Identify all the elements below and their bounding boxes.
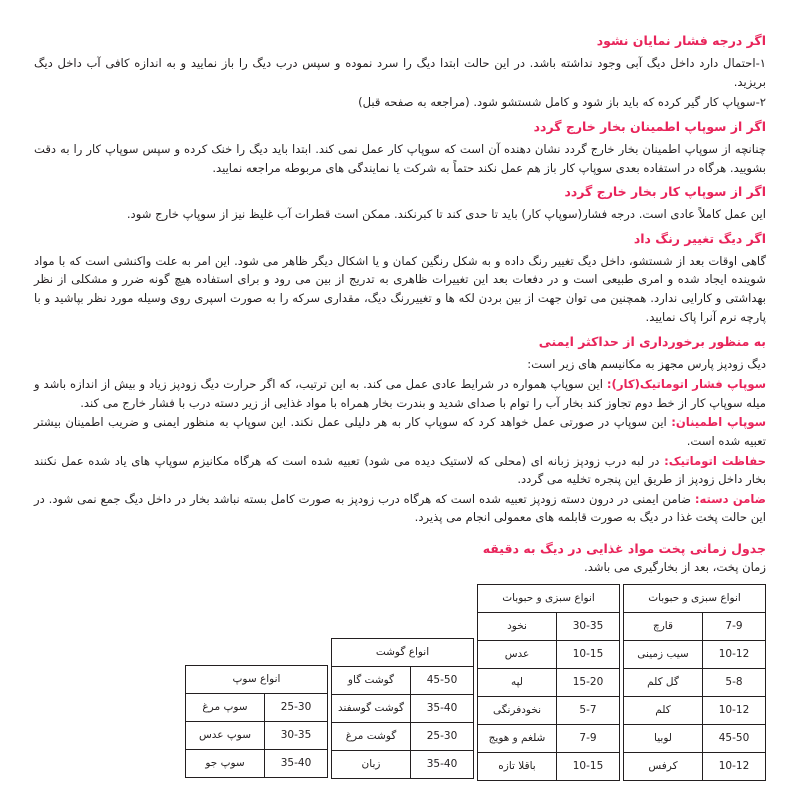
cell-time: 7-9	[557, 724, 620, 752]
table-header-row	[332, 638, 474, 666]
table-row	[624, 752, 766, 780]
table-header: انواع سبزی و حبوبات	[478, 584, 620, 612]
table-row	[332, 722, 474, 750]
safety-item-text: این سوپاپ همواره در شرایط عادی عمل می کند. به این ترتیب، که اگر حرارت دیگ زودپز زیاد و بیش از اندازه باشد و میله سوپاپ کار از خط دوم تجاوز کند بخار آب را توام با صدای شدید و بندرت بخار همراه با مواد غذایی از زیر دسته درب با فشار خارج می کند.	[34, 377, 766, 410]
cell-name: سوپ عدس	[186, 721, 265, 749]
cell-time: 45-50	[703, 724, 766, 752]
section-valve-steam-normal	[34, 183, 766, 224]
section-paragraph: ۲-سوپاپ کار گیر کرده که باید باز شود و کامل شستشو شود. (مراجعه به صفحه قبل)	[358, 95, 766, 110]
cell-name: لپه	[478, 668, 557, 696]
table-row	[478, 668, 620, 696]
section-max-safety	[34, 333, 766, 527]
table-row	[624, 696, 766, 724]
cell-name: گل کلم	[624, 668, 703, 696]
tables-title: جدول زمانی پخت مواد غذایی در دیگ به دقیقه	[482, 540, 766, 556]
cell-name: لوبیا	[624, 724, 703, 752]
section-paragraph: دیگ زودپز پارس مجهز به مکانیسم های زیر است:	[527, 356, 766, 371]
safety-item-lead: حفاظت اتوماتیک:	[664, 453, 767, 468]
cell-name: قارچ	[624, 612, 703, 640]
table-row	[478, 640, 620, 668]
section-paragraph: ۱-احتمال دارد داخل دیگ آبی وجود نداشته باشد. در این حالت ابتدا دیگ را سرد نموده و سپس درب دیگ را باز نمایید و به اندازه کافی آب داخل دیگ بریزید.	[34, 55, 766, 89]
cell-time: 30-35	[557, 612, 620, 640]
safety-item-lead: ضامن دسته:	[694, 491, 766, 506]
section-heading: اگر دیگ تغییر رنگ داد	[633, 230, 766, 246]
table-row	[478, 696, 620, 724]
safety-item-text: این سوپاپ در صورتی عمل خواهد کرد که سوپاپ کار به هر دلیلی عمل نکند. این سوپاپ به منظور ایمنی و ضریب اطمینان بیشتر تعبیه شده است.	[34, 415, 766, 448]
cell-time: 5-8	[703, 668, 766, 696]
section-paragraph: چنانچه از سوپاپ اطمینان بخار خارج گردد نشان دهنده آن است که سوپاپ کار عمل نمی کند. ابتدا باید دیگ را خنک کرده و سپس سوپاپ کار را به دقت بشویید. هرگاه در استفاده بعدی سوپاپ کار باز هم عمل نکند حتماً به شرکت یا نمایندگی های مربوطه مراجعه نمایید.	[34, 141, 766, 175]
cell-time: 25-30	[265, 693, 328, 721]
cell-name: نخود	[478, 612, 557, 640]
table-vegetables-1	[477, 584, 620, 781]
cell-name: سیب زمینی	[624, 640, 703, 668]
table-row	[332, 666, 474, 694]
safety-item-lead: سوپاپ فشار اتوماتیک(کار):	[606, 377, 766, 392]
cell-time: 30-35	[265, 721, 328, 749]
cell-name: نخودفرنگی	[478, 696, 557, 724]
section-heading: اگر درجه فشار نمایان نشود	[596, 33, 766, 48]
tables-subtitle: زمان پخت، بعد از بخارگیری می باشد.	[584, 559, 766, 574]
safety-item-lead: سوپاپ اطمینان:	[671, 415, 766, 430]
cooking-time-tables	[34, 584, 766, 774]
section-safety-valve-steam	[34, 118, 766, 177]
cell-time: 7-9	[703, 612, 766, 640]
cell-time: 35-40	[265, 749, 328, 777]
cell-name: گوشت مرغ	[332, 722, 411, 750]
cell-time: 35-40	[411, 694, 474, 722]
safety-item	[34, 375, 766, 412]
table-row	[624, 668, 766, 696]
cell-name: گوشت گوسفند	[332, 694, 411, 722]
section-heading: به منظور برخورداری از حداکثر ایمنی	[538, 333, 766, 349]
section-paragraph: گاهی اوقات بعد از شستشو، داخل دیگ تغییر رنگ داده و به شکل رنگین کمان و یا اشکال دیگر ظاهر می شود. این امر به علت واکنشی است که با مواد شوینده ایجاد شده و امری طبیعی است و در دفعات بعد این تغییرات ظاهری به تدریج از بین می رود و برای استفاده هیچ گونه ضرر و مشکلی از نظر بهداشتی و کارایی ندارد. همچنین می توان جهت از بین بردن لکه ها و تغییررنگ دیگ، مقداری سرکه را به صورت اسپری روی وسیله مورد نظر بپاشید و با پارچه نرم آنرا پاک نمایید.	[34, 253, 766, 325]
table-header-row	[186, 665, 328, 693]
table-row	[186, 749, 328, 777]
safety-item	[34, 490, 766, 527]
cell-name: زبان	[332, 750, 411, 778]
section-heading: اگر از سوپاپ کار بخار خارج گردد	[564, 184, 766, 200]
cell-time: 10-12	[703, 640, 766, 668]
table-row	[478, 752, 620, 780]
table-row	[624, 612, 766, 640]
cell-time: 10-15	[557, 640, 620, 668]
safety-item-text: در لبه درب زودپز زبانه ای (محلی که لاستیک دیده می شود) تعبیه شده است که هرگاه مکانیزم سوپاپ های یاد شده عمل نکنند بخار داخل زودپز از طریق این پنجره تخلیه می گردد.	[34, 453, 766, 487]
section-heading: اگر از سوپاپ اطمینان بخار خارج گردد	[533, 119, 766, 135]
table-row	[624, 724, 766, 752]
cell-name: سوپ مرغ	[186, 693, 265, 721]
safety-item	[34, 452, 766, 489]
table-row	[624, 640, 766, 668]
section-paragraph: این عمل کاملاً عادی است. درجه فشار(سوپاپ کار) باید تا حدی کند تا کبرنکند. ممکن است قطرات آب غلیظ نیز از سوپاپ خارج شود.	[126, 207, 766, 222]
cell-time: 25-30	[411, 722, 474, 750]
cell-name: سوپ جو	[186, 749, 265, 777]
cell-name: باقلا تازه	[478, 752, 557, 780]
table-meat	[331, 638, 474, 779]
cell-time: 45-50	[411, 666, 474, 694]
table-row	[186, 721, 328, 749]
cell-time: 5-7	[557, 696, 620, 724]
section-no-pressure	[34, 32, 766, 112]
cell-time: 10-15	[557, 752, 620, 780]
cell-time: 10-12	[703, 696, 766, 724]
section-color-change	[34, 230, 766, 327]
table-header: انواع سبزی و حبوبات	[624, 584, 766, 612]
cell-name: کلم	[624, 696, 703, 724]
table-soup	[185, 665, 328, 778]
safety-item-text: ضامن ایمنی در درون دسته زودپز تعبیه شده است که هرگاه درب زودپز به صورت کامل بسته نباشد بخار در داخل دیگ جمع نمی شود. در این حالت پخت غذا در دیگ به صورت قابلمه های معمولی انجام می پذیرد.	[34, 491, 766, 525]
table-header-row	[624, 584, 766, 612]
table-header-row	[478, 584, 620, 612]
cell-name: گوشت گاو	[332, 666, 411, 694]
table-row	[186, 693, 328, 721]
table-vegetables-2	[623, 584, 766, 781]
cell-time: 15-20	[557, 668, 620, 696]
cell-time: 10-12	[703, 752, 766, 780]
safety-item	[34, 413, 766, 450]
table-row	[332, 694, 474, 722]
cell-name: کرفس	[624, 752, 703, 780]
table-row	[478, 724, 620, 752]
cell-name: شلغم و هویج	[478, 724, 557, 752]
table-row	[478, 612, 620, 640]
cell-name: عدس	[478, 640, 557, 668]
table-header: انواع سوپ	[186, 665, 328, 693]
table-row	[332, 750, 474, 778]
table-header: انواع گوشت	[332, 638, 474, 666]
cell-time: 35-40	[411, 750, 474, 778]
